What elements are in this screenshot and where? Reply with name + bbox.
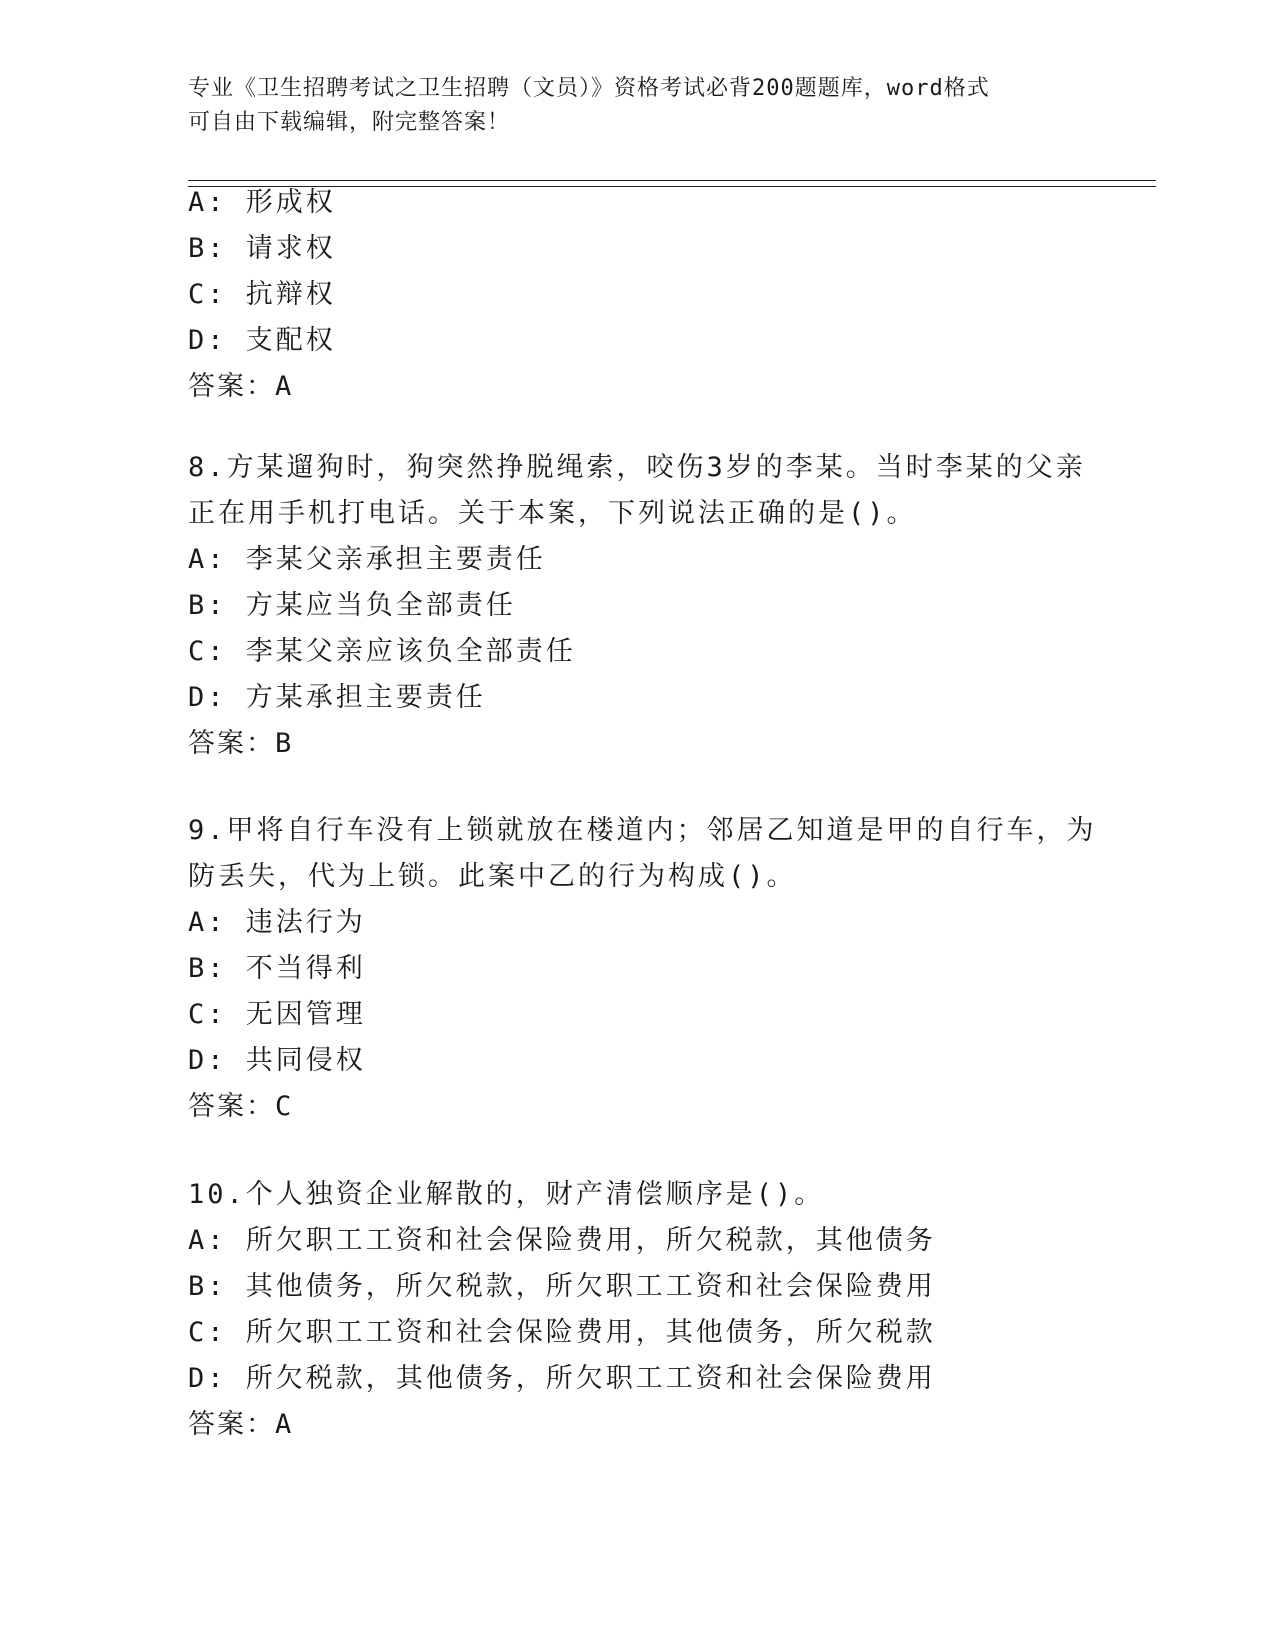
answer-label: 答案： <box>188 728 275 759</box>
option-d: D: 共同侵权 <box>188 1045 366 1076</box>
question-10 <box>188 1172 1088 1448</box>
question-stem-line-2: 防丢失，代为上锁。此案中乙的行为构成()。 <box>188 861 797 892</box>
answer-line <box>188 364 1088 410</box>
answer-label: 答案： <box>188 1409 275 1440</box>
option-a: A: 违法行为 <box>188 907 366 938</box>
option-a: A: 所欠职工工资和社会保险费用，所欠税款，其他债务 <box>188 1225 936 1256</box>
option-a: A: 形成权 <box>188 187 336 218</box>
option-d: D: 方某承担主要责任 <box>188 682 486 713</box>
answer-line <box>188 721 1088 767</box>
answer-line <box>188 1402 1088 1448</box>
answer-label: 答案： <box>188 1091 275 1122</box>
answer-line <box>188 1084 1088 1130</box>
header-title-line-2: 可自由下载编辑，附完整答案！ <box>188 110 511 135</box>
question-8 <box>188 445 1088 767</box>
answer-value: A <box>275 371 294 402</box>
document-header <box>188 72 1088 140</box>
option-c: C: 无因管理 <box>188 999 366 1030</box>
header-title-line-1: 专业《卫生招聘考试之卫生招聘（文员）》资格考试必背200题题库，word格式 <box>188 76 990 101</box>
option-c: C: 李某父亲应该负全部责任 <box>188 636 576 667</box>
question-stem-line-1: 10.个人独资企业解散的，财产清偿顺序是()。 <box>188 1179 825 1210</box>
option-c: C: 抗辩权 <box>188 279 336 310</box>
question-stem-line-1: 8.方某遛狗时，狗突然挣脱绳索，咬伤3岁的李某。当时李某的父亲 <box>188 452 1086 483</box>
question-stem-line-2: 正在用手机打电话。关于本案，下列说法正确的是()。 <box>188 498 917 529</box>
option-d: D: 支配权 <box>188 325 336 356</box>
answer-value: A <box>275 1409 294 1440</box>
option-c: C: 所欠职工工资和社会保险费用，其他债务，所欠税款 <box>188 1317 936 1348</box>
answer-value: C <box>275 1091 294 1122</box>
option-b: B: 其他债务，所欠税款，所欠职工工资和社会保险费用 <box>188 1271 936 1302</box>
question-9 <box>188 808 1097 1130</box>
option-d: D: 所欠税款，其他债务，所欠职工工资和社会保险费用 <box>188 1363 936 1394</box>
option-b: B: 方某应当负全部责任 <box>188 590 516 621</box>
option-b: B: 请求权 <box>188 233 336 264</box>
question-7 <box>188 180 1088 410</box>
question-stem-line-1: 9.甲将自行车没有上锁就放在楼道内；邻居乙知道是甲的自行车，为 <box>188 815 1097 846</box>
option-b: B: 不当得利 <box>188 953 366 984</box>
answer-value: B <box>275 728 294 759</box>
answer-label: 答案： <box>188 371 275 402</box>
option-a: A: 李某父亲承担主要责任 <box>188 544 546 575</box>
